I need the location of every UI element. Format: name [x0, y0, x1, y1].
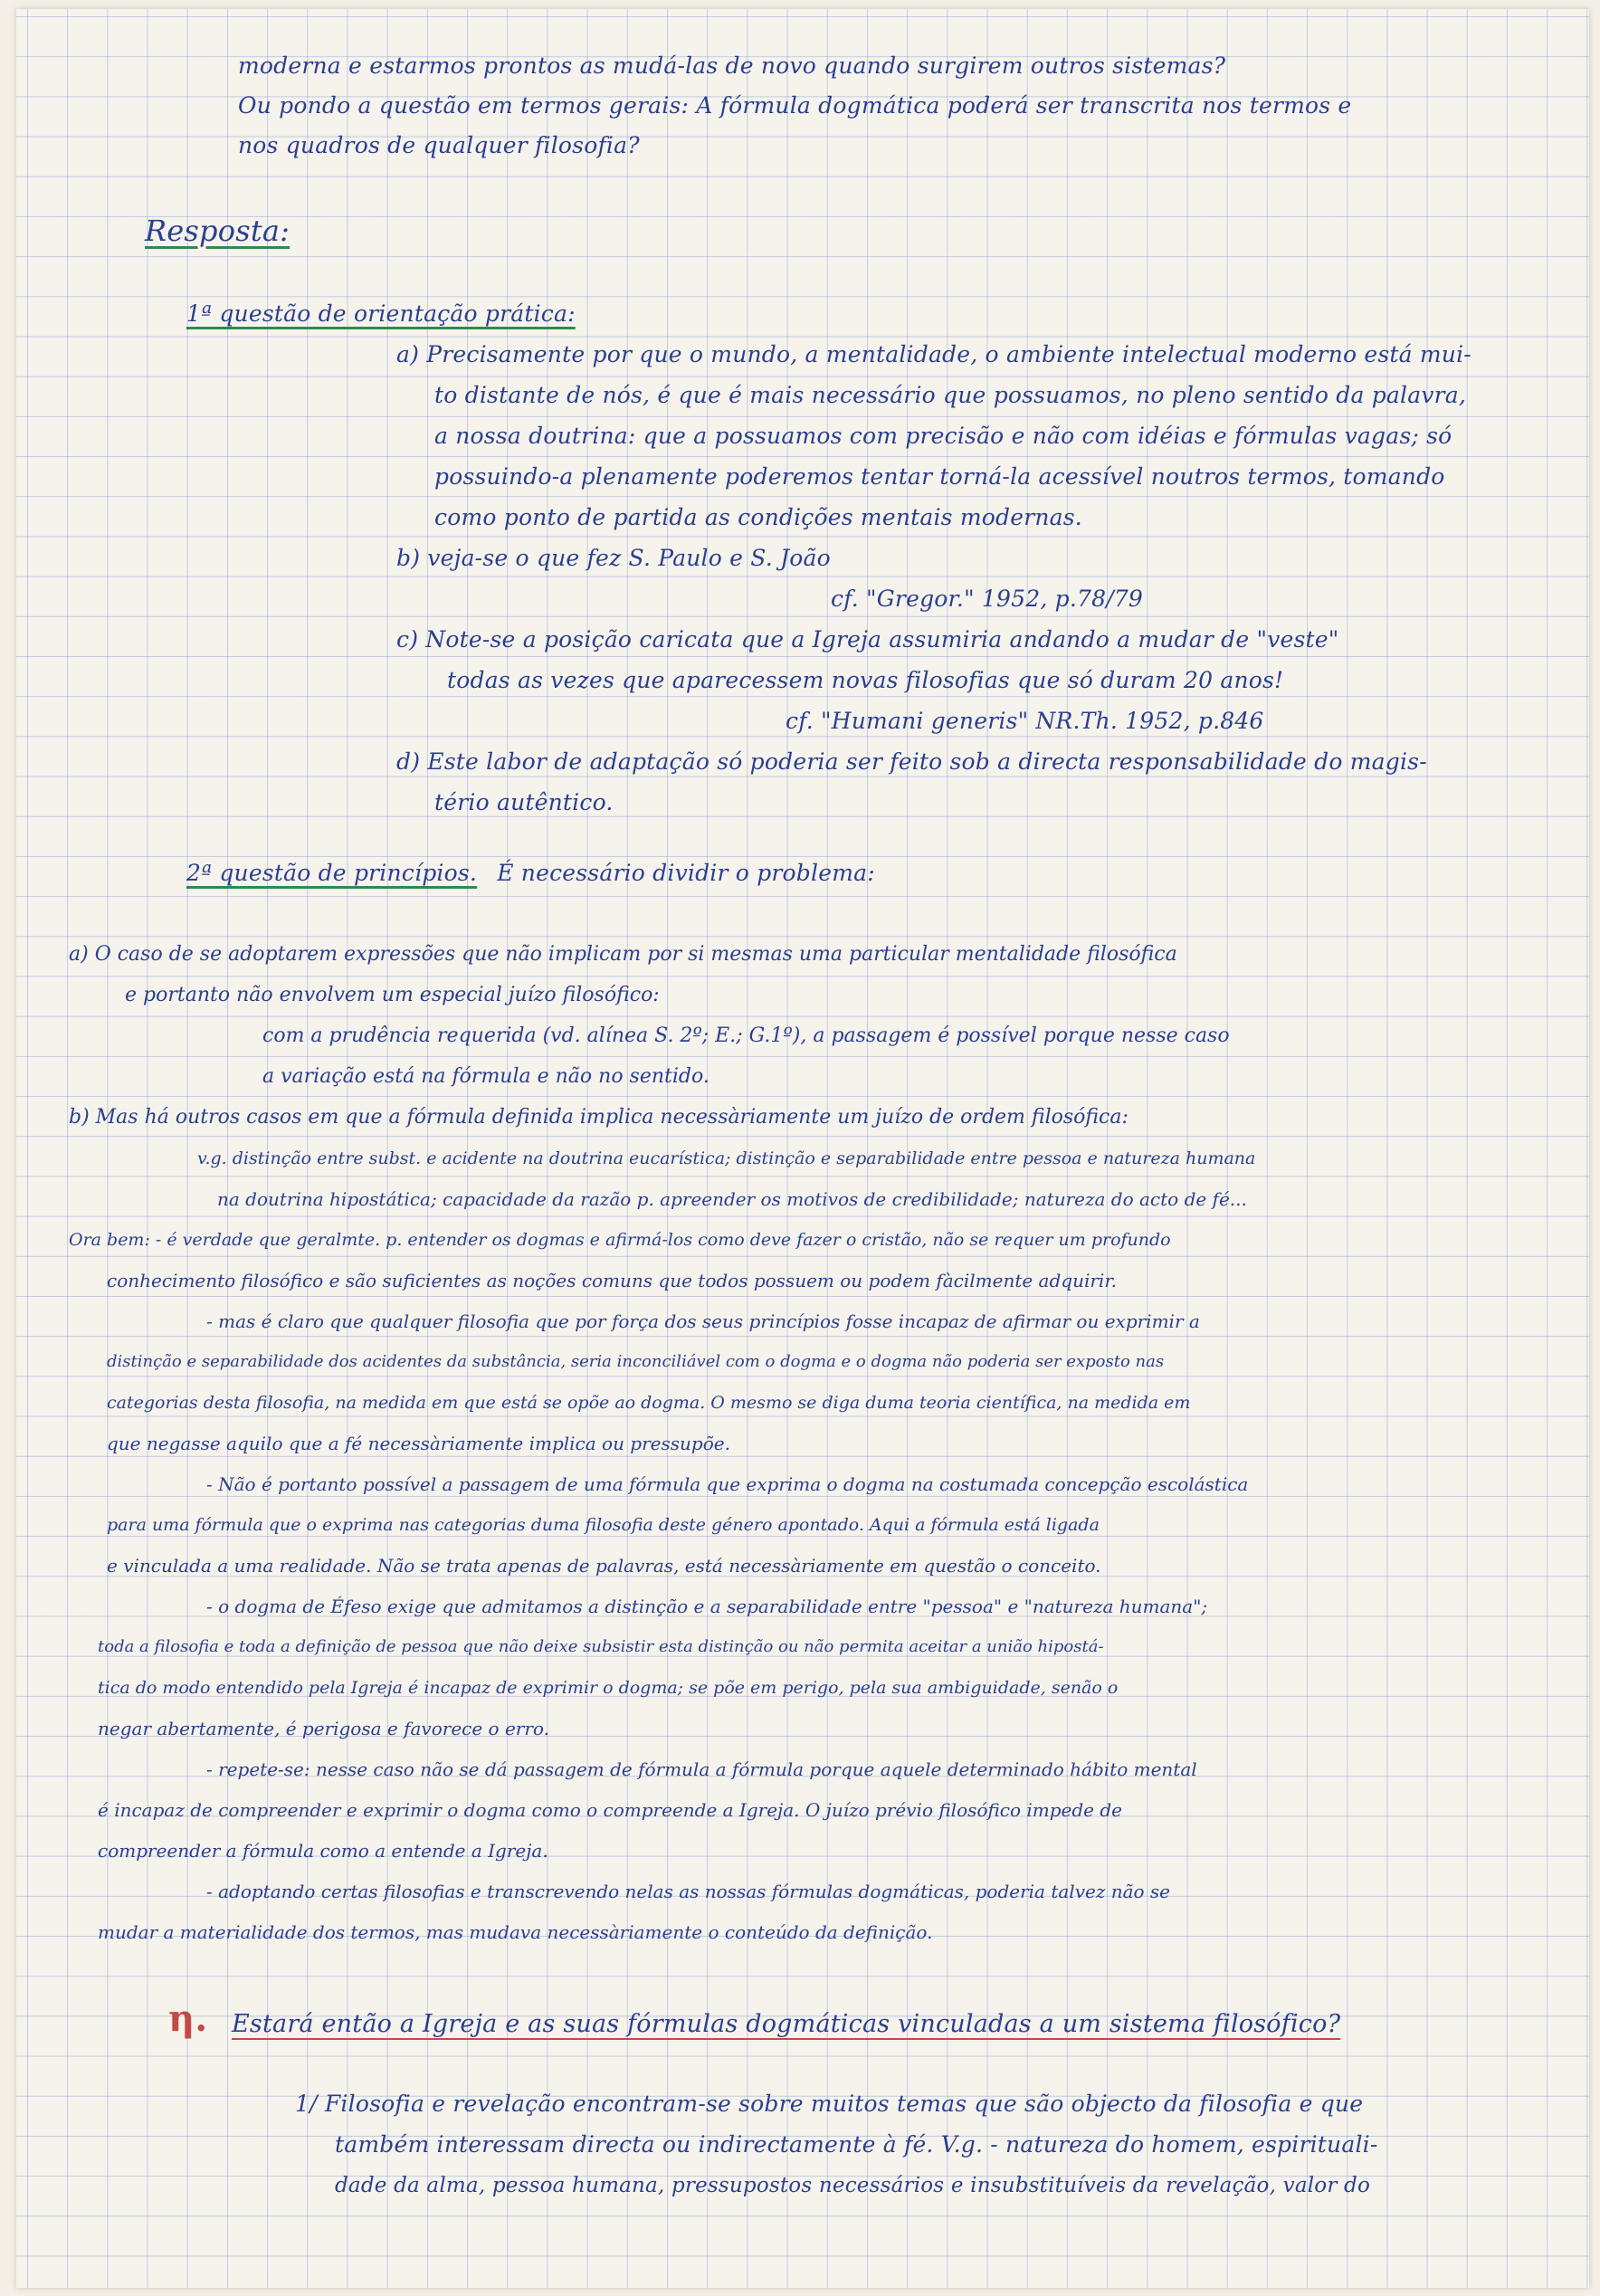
second-question-line	[186, 860, 875, 887]
text-line: a nossa doutrina: que a possuamos com precisão e não com idéias e fórmulas vagas; só	[434, 423, 1452, 449]
text-line: nos quadros de qualquer filosofia?	[238, 132, 640, 158]
text-line: todas as vezes que aparecessem novas filosofias que só duram 20 anos!	[447, 667, 1284, 693]
text-line: - repete-se: nesse caso não se dá passagem de fórmula a fórmula porque aquele determinado hábito mental	[206, 1758, 1197, 1780]
text-line: categorias desta filosofia, na medida em que está se opõe ao dogma. O mesmo se diga duma teoria científica, na medida em	[107, 1393, 1191, 1413]
citation-line: cf. "Gregor." 1952, p.78/79	[831, 586, 1144, 612]
principles-heading: 2ª questão de princípios.	[186, 860, 478, 886]
text-line: - o dogma de Éfeso exige que admitamos a distinção e a separabilidade entre "pessoa" e "natureza humana";	[206, 1596, 1208, 1617]
text-line: Ora bem: - é verdade que geralmte. p. entender os dogmas e afirmá-los como deve fazer o cristão, não se requer um profundo	[69, 1230, 1171, 1250]
text-line: b) veja-se o que fez S. Paulo e S. João	[396, 545, 831, 571]
text-line: moderna e estarmos prontos as mudá-las de novo quando surgirem outros sistemas?	[238, 52, 1226, 79]
text-line: 1/ Filosofia e revelação encontram-se sobre muitos temas que são objecto da filosofia e que	[295, 2091, 1364, 2117]
text-line: c) Note-se a posição caricata que a Igreja assumiria andando a mudar de "veste"	[396, 626, 1339, 653]
section-heading: Estará então a Igreja e as suas fórmulas dogmáticas vinculadas a um sistema filosófico?	[232, 2010, 1341, 2038]
text-line: - adoptando certas filosofias e transcrevendo nelas as nossas fórmulas dogmáticas, poderia talvez não se	[206, 1881, 1171, 1902]
text-line: to distante de nós, é que é mais necessário que possuamos, no pleno sentido da palavra,	[434, 382, 1467, 408]
text-line: para uma fórmula que o exprima nas categorias duma filosofia deste género apontado. Aqui a fórmula está ligada	[107, 1515, 1100, 1535]
text-line: e vinculada a uma realidade. Não se trata apenas de palavras, está necessàriamente em questão o conceito.	[107, 1555, 1101, 1577]
text-line: a) Precisamente por que o mundo, a mentalidade, o ambiente intelectual moderno está mui-	[396, 341, 1471, 367]
text-line: a) O caso de se adoptarem expressões que não implicam por si mesmas uma particular mentalidade filosófica	[69, 943, 1177, 966]
text-line: b) Mas há outros casos em que a fórmula definida implica necessàriamente um juízo de ordem filosófica:	[69, 1106, 1129, 1129]
text-line: compreender a fórmula como a entende a Igreja.	[98, 1840, 548, 1862]
citation-line: cf. "Humani generis" NR.Th. 1952, p.846	[786, 708, 1264, 734]
text-line: distinção e separabilidade dos acidentes da substância, seria inconciliável com o dogma e o dogma não poderia ser exposto nas	[107, 1352, 1165, 1371]
text-line: tica do modo entendido pela Igreja é incapaz de exprimir o dogma; se põe em perigo, pela sua ambiguidade, senão o	[98, 1678, 1119, 1698]
section-marker: η.	[168, 1997, 208, 2040]
text-line: na doutrina hipostática; capacidade da razão p. apreender os motivos de credibilidade; natureza do acto de fé...	[217, 1188, 1247, 1210]
text-line: também interessam directa ou indirectamente à fé. V.g. - natureza do homem, espirituali-	[335, 2131, 1378, 2158]
text-line: v.g. distinção entre subst. e acidente na doutrina eucarística; distinção e separabilidade entre pessoa e natureza humana	[197, 1148, 1256, 1168]
text-line: toda a filosofia e toda a definição de pessoa que não deixe subsistir esta distinção ou não permita aceitar a união hipostá-	[98, 1637, 1104, 1656]
text-line: - Não é portanto possível a passagem de uma fórmula que exprima o dogma na costumada concepção escolástica	[206, 1473, 1249, 1495]
text-line: possuindo-a plenamente poderemos tentar torná-la acessível noutros termos, tomando	[434, 463, 1445, 490]
text-line: - mas é claro que qualquer filosofia que por força dos seus princípios fosse incapaz de afirmar ou exprimir a	[206, 1310, 1200, 1332]
resposta-heading: Resposta:	[145, 214, 290, 248]
first-question-heading: 1ª questão de orientação prática:	[186, 300, 576, 327]
text-line: a variação está na fórmula e não no sentido.	[262, 1065, 710, 1088]
text-line: negar abertamente, é perigosa e favorece o erro.	[98, 1718, 549, 1739]
text-line: tério autêntico.	[434, 789, 614, 815]
text-line: como ponto de partida as condições mentais modernas.	[434, 504, 1082, 530]
text-line: e portanto não envolvem um especial juízo filosófico:	[125, 984, 660, 1006]
principles-rest: É necessário dividir o problema:	[497, 860, 875, 886]
text-line: mudar a materialidade dos termos, mas mudava necessàriamente o conteúdo da definição.	[98, 1921, 933, 1943]
text-line: que negasse aquilo que a fé necessàriamente implica ou pressupõe.	[107, 1433, 730, 1454]
grid-paper-sheet	[16, 9, 1589, 2288]
text-line: d) Este labor de adaptação só poderia ser feito sob a directa responsabilidade do magis-	[396, 748, 1427, 775]
text-line: é incapaz de compreender e exprimir o dogma como o compreende a Igreja. O juízo prévio filosófico impede de	[98, 1799, 1122, 1821]
text-line: com a prudência requerida (vd. alínea S. 2º; E.; G.1º), a passagem é possível porque nesse caso	[262, 1024, 1230, 1047]
text-line: conhecimento filosófico e são suficientes as noções comuns que todos possuem ou podem fàcilmente adquirir.	[107, 1270, 1118, 1291]
text-line: dade da alma, pessoa humana, pressupostos necessários e insubstituíveis da revelação, valor do	[335, 2174, 1371, 2197]
text-line: Ou pondo a questão em termos gerais: A fórmula dogmática poderá ser transcrita nos termos e	[238, 92, 1352, 119]
